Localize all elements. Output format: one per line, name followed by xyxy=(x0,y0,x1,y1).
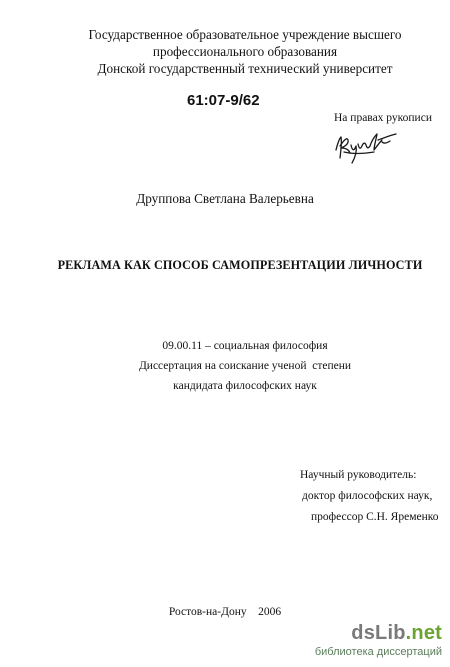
watermark-logo-part-1: dsLib xyxy=(351,622,406,644)
degree-line-2: кандидата философских наук xyxy=(173,380,317,392)
dissertation-title: РЕКЛАМА КАК СПОСОБ САМОПРЕЗЕНТАЦИИ ЛИЧНОСТИ xyxy=(57,258,423,272)
institution-block xyxy=(40,26,450,77)
specialty-code: 09.00.11 – социальная философия xyxy=(162,340,328,352)
watermark-logo xyxy=(351,622,442,645)
watermark-subtitle: библиотека диссертаций xyxy=(314,646,442,658)
place-and-year: Ростов-на-Дону 2006 xyxy=(168,606,282,618)
manuscript-rights-note: На правах рукописи xyxy=(334,112,432,124)
author-name: Друппова Светлана Валерьевна xyxy=(136,191,314,206)
supervisor-label: Научный руководитель: xyxy=(300,469,417,481)
supervisor-name: профессор С.Н. Яременко xyxy=(311,511,439,523)
dslib-watermark xyxy=(312,622,442,664)
call-number: 61:07-9/62 xyxy=(187,92,260,109)
handwritten-signature xyxy=(332,128,404,166)
supervisor-block xyxy=(300,465,439,528)
supervisor-degree: доктор философских наук, xyxy=(302,490,433,502)
degree-line-1: Диссертация на соискание ученой степени xyxy=(138,360,352,372)
specialty-block xyxy=(40,336,450,396)
institution-line-2: профессионального образования xyxy=(152,44,338,59)
institution-line-3: Донской государственный технический университет xyxy=(97,61,393,76)
institution-line-1: Государственное образовательное учреждение высшего xyxy=(88,27,402,42)
watermark-logo-part-2: .net xyxy=(405,622,442,644)
